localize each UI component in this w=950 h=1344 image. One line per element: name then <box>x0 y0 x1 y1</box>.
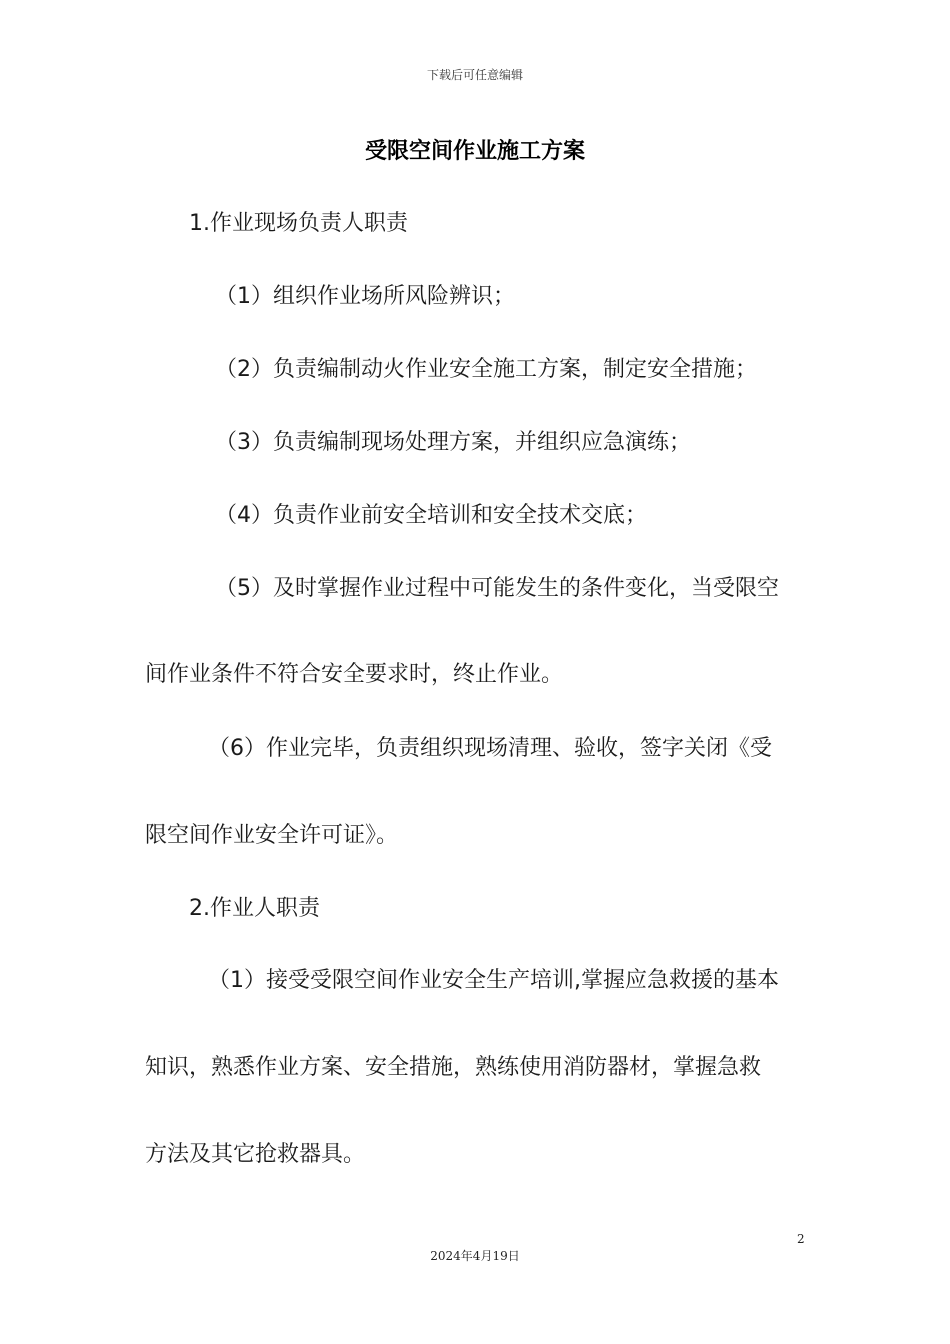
section-2-item-1-line-3: 方法及其它抢救器具。 <box>145 1142 366 1167</box>
page-header: 下载后可任意编辑 <box>426 68 523 82</box>
section-1-heading: 1.作业现场负责人职责 <box>189 211 408 236</box>
document-title: 受限空间作业施工方案 <box>364 139 585 164</box>
section-2-item-1-line-2: 知识，熟悉作业方案、安全措施，熟练使用消防器材，掌握急救 <box>145 1055 762 1080</box>
section-1-item-2: （2）负责编制动火作业安全施工方案，制定安全措施； <box>215 357 757 382</box>
section-1-item-3: （3）负责编制现场处理方案，并组织应急演练； <box>215 430 691 455</box>
footer-date: 2024年4月19日 <box>430 1249 520 1263</box>
section-2-heading: 2.作业人职责 <box>189 896 320 921</box>
section-2-item-1-line-1: （1）接受受限空间作业安全生产培训,掌握应急救援的基本 <box>208 968 779 993</box>
section-1-item-5-line-1: （5）及时掌握作业过程中可能发生的条件变化，当受限空 <box>215 576 779 601</box>
section-1-item-1: （1）组织作业场所风险辨识； <box>215 284 515 309</box>
page-number: 2 <box>797 1232 805 1246</box>
section-1-item-6-line-1: （6）作业完毕，负责组织现场清理、验收，签字关闭《受 <box>208 736 772 761</box>
section-1-item-5-line-2: 间作业条件不符合安全要求时，终止作业。 <box>145 662 564 687</box>
section-1-item-6-line-2: 限空间作业安全许可证》。 <box>145 823 399 848</box>
section-1-item-4: （4）负责作业前安全培训和安全技术交底； <box>215 503 647 528</box>
